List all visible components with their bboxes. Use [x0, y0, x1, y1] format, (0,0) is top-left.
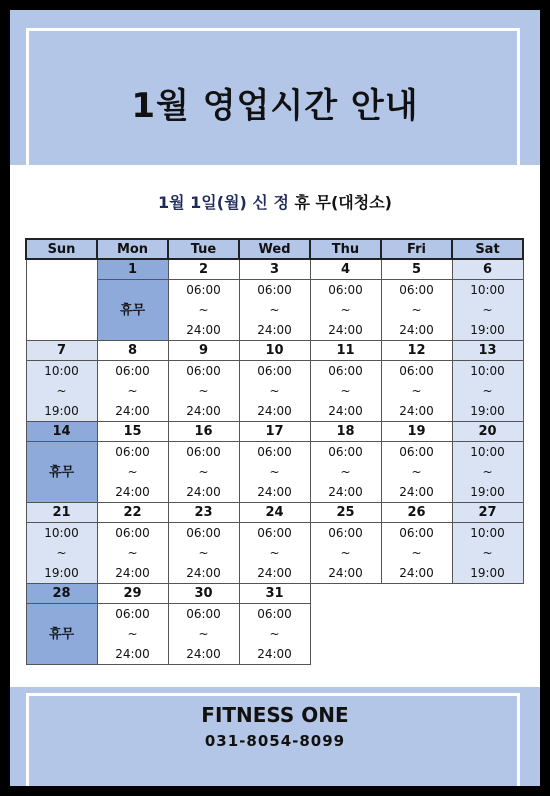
close-time: 24:00 — [257, 566, 292, 580]
open-time: 06:00 — [257, 364, 292, 378]
hours-cell — [452, 361, 523, 422]
close-time: 19:00 — [44, 404, 79, 418]
open-time: 06:00 — [115, 526, 150, 540]
open-time: 10:00 — [44, 364, 79, 378]
time-separator: ~ — [482, 465, 493, 479]
day-header-sat: Sat — [452, 239, 523, 259]
close-time: 24:00 — [257, 323, 292, 337]
day-header-sun: Sun — [26, 239, 97, 259]
week-number-row — [26, 584, 523, 604]
day-number: 24 — [239, 503, 310, 523]
hours-cell — [97, 361, 168, 422]
day-number: 21 — [26, 503, 97, 523]
blank-cell — [310, 584, 381, 665]
close-time: 24:00 — [186, 647, 221, 661]
open-time: 06:00 — [399, 445, 434, 459]
day-number: 13 — [452, 341, 523, 361]
week-hours-row — [26, 361, 523, 422]
hours-cell — [239, 280, 310, 341]
phone-number: 031-8054-8099 — [204, 732, 346, 750]
week-number-row — [26, 259, 523, 280]
time-separator: ~ — [127, 465, 138, 479]
time-separator: ~ — [127, 627, 138, 641]
hours-cell — [26, 523, 97, 584]
time-separator: ~ — [269, 627, 280, 641]
hours-cell — [381, 280, 452, 341]
close-time: 24:00 — [399, 485, 434, 499]
blank-cell — [452, 584, 523, 665]
day-number: 9 — [168, 341, 239, 361]
day-number: 4 — [310, 259, 381, 280]
hours-cell — [381, 361, 452, 422]
time-separator: ~ — [198, 465, 209, 479]
day-number: 10 — [239, 341, 310, 361]
day-number: 31 — [239, 584, 310, 604]
close-time: 24:00 — [115, 485, 150, 499]
open-time: 10:00 — [470, 526, 505, 540]
closed-cell — [26, 442, 97, 503]
hours-cell — [310, 280, 381, 341]
close-time: 19:00 — [470, 485, 505, 499]
day-header-thu: Thu — [310, 239, 381, 259]
open-time: 06:00 — [328, 364, 363, 378]
week-number-row — [26, 422, 523, 442]
close-time: 24:00 — [257, 404, 292, 418]
close-time: 24:00 — [257, 647, 292, 661]
day-number: 27 — [452, 503, 523, 523]
time-separator: ~ — [198, 303, 209, 317]
close-time: 24:00 — [186, 485, 221, 499]
close-time: 24:00 — [328, 323, 363, 337]
time-separator: ~ — [198, 627, 209, 641]
time-separator: ~ — [56, 384, 67, 398]
time-separator: ~ — [482, 546, 493, 560]
open-time: 10:00 — [44, 526, 79, 540]
hours-cell — [310, 442, 381, 503]
close-time: 24:00 — [115, 404, 150, 418]
day-number: 16 — [168, 422, 239, 442]
close-time: 24:00 — [399, 323, 434, 337]
day-number: 3 — [239, 259, 310, 280]
close-time: 24:00 — [328, 566, 363, 580]
day-number: 28 — [26, 584, 97, 604]
open-time: 06:00 — [257, 526, 292, 540]
holiday-notice-reason: 휴 무(대청소) — [294, 193, 392, 212]
day-number: 19 — [381, 422, 452, 442]
open-time: 06:00 — [257, 607, 292, 621]
close-time: 24:00 — [186, 323, 221, 337]
hours-cell — [310, 361, 381, 422]
open-time: 06:00 — [328, 445, 363, 459]
time-separator: ~ — [411, 465, 422, 479]
week-hours-row — [26, 523, 523, 584]
empty-day-cell — [26, 259, 97, 341]
closed-cell — [97, 280, 168, 341]
time-separator: ~ — [269, 384, 280, 398]
day-number: 2 — [168, 259, 239, 280]
open-time: 10:00 — [470, 445, 505, 459]
week-number-row — [26, 341, 523, 361]
week-hours-row — [26, 442, 523, 503]
day-number: 17 — [239, 422, 310, 442]
day-number: 25 — [310, 503, 381, 523]
day-number: 18 — [310, 422, 381, 442]
hours-cell — [168, 280, 239, 341]
day-number: 1 — [97, 259, 168, 280]
day-number: 14 — [26, 422, 97, 442]
day-number: 15 — [97, 422, 168, 442]
hours-cell — [452, 523, 523, 584]
time-separator: ~ — [411, 384, 422, 398]
holiday-notice-date: 1월 1일(월) 신 정 — [158, 193, 289, 212]
hours-cell — [239, 442, 310, 503]
hours-cell — [168, 523, 239, 584]
calendar-table — [25, 238, 524, 665]
week-number-row — [26, 503, 523, 523]
hours-cell — [239, 361, 310, 422]
hours-cell — [168, 361, 239, 422]
close-time: 24:00 — [399, 404, 434, 418]
close-time: 24:00 — [186, 566, 221, 580]
day-number: 30 — [168, 584, 239, 604]
time-separator: ~ — [340, 546, 351, 560]
day-number: 6 — [452, 259, 523, 280]
day-number: 22 — [97, 503, 168, 523]
open-time: 06:00 — [115, 607, 150, 621]
holiday-notice — [10, 190, 540, 213]
time-separator: ~ — [340, 303, 351, 317]
day-header-mon: Mon — [97, 239, 168, 259]
time-separator: ~ — [482, 303, 493, 317]
poster — [10, 10, 540, 786]
closed-cell — [26, 604, 97, 665]
hours-cell — [26, 361, 97, 422]
day-number: 29 — [97, 584, 168, 604]
day-number: 7 — [26, 341, 97, 361]
hours-cell — [239, 604, 310, 665]
day-number: 12 — [381, 341, 452, 361]
open-time: 06:00 — [186, 526, 221, 540]
day-number: 8 — [97, 341, 168, 361]
time-separator: ~ — [56, 546, 67, 560]
time-separator: ~ — [411, 546, 422, 560]
brand-name: FITNESS ONE — [201, 703, 349, 727]
close-time: 24:00 — [186, 404, 221, 418]
calendar-header-row — [26, 239, 523, 259]
open-time: 06:00 — [115, 445, 150, 459]
hours-cell — [310, 523, 381, 584]
day-number: 5 — [381, 259, 452, 280]
week-hours-row — [26, 280, 523, 341]
hours-cell — [168, 604, 239, 665]
closed-label: 휴무 — [48, 626, 75, 642]
open-time: 06:00 — [399, 526, 434, 540]
open-time: 10:00 — [470, 364, 505, 378]
day-header-fri: Fri — [381, 239, 452, 259]
close-time: 19:00 — [470, 566, 505, 580]
blank-cell — [381, 584, 452, 665]
calendar-body — [26, 259, 523, 665]
time-separator: ~ — [269, 303, 280, 317]
day-header-wed: Wed — [239, 239, 310, 259]
hours-cell — [381, 442, 452, 503]
time-separator: ~ — [198, 384, 209, 398]
hours-cell — [381, 523, 452, 584]
time-separator: ~ — [340, 465, 351, 479]
closed-label: 휴무 — [119, 302, 146, 318]
page-title: 1월 영업시간 안내 — [131, 86, 419, 126]
close-time: 24:00 — [115, 566, 150, 580]
open-time: 06:00 — [186, 607, 221, 621]
hours-cell — [97, 604, 168, 665]
close-time: 24:00 — [399, 566, 434, 580]
open-time: 06:00 — [257, 445, 292, 459]
open-time: 10:00 — [470, 283, 505, 297]
time-separator: ~ — [411, 303, 422, 317]
open-time: 06:00 — [186, 364, 221, 378]
close-time: 24:00 — [328, 485, 363, 499]
open-time: 06:00 — [328, 283, 363, 297]
time-separator: ~ — [198, 546, 209, 560]
close-time: 24:00 — [257, 485, 292, 499]
time-separator: ~ — [127, 546, 138, 560]
close-time: 24:00 — [328, 404, 363, 418]
closed-label: 휴무 — [48, 464, 75, 480]
open-time: 06:00 — [399, 364, 434, 378]
open-time: 06:00 — [399, 283, 434, 297]
open-time: 06:00 — [115, 364, 150, 378]
day-number: 23 — [168, 503, 239, 523]
hours-cell — [97, 523, 168, 584]
open-time: 06:00 — [186, 445, 221, 459]
open-time: 06:00 — [257, 283, 292, 297]
open-time: 06:00 — [328, 526, 363, 540]
hours-cell — [168, 442, 239, 503]
open-time: 06:00 — [186, 283, 221, 297]
time-separator: ~ — [269, 465, 280, 479]
hours-cell — [239, 523, 310, 584]
day-header-tue: Tue — [168, 239, 239, 259]
close-time: 24:00 — [115, 647, 150, 661]
close-time: 19:00 — [44, 566, 79, 580]
day-number: 20 — [452, 422, 523, 442]
hours-cell — [452, 442, 523, 503]
hours-cell — [452, 280, 523, 341]
day-number: 11 — [310, 341, 381, 361]
close-time: 19:00 — [470, 323, 505, 337]
time-separator: ~ — [269, 546, 280, 560]
day-number: 26 — [381, 503, 452, 523]
time-separator: ~ — [340, 384, 351, 398]
time-separator: ~ — [482, 384, 493, 398]
close-time: 19:00 — [470, 404, 505, 418]
hours-cell — [97, 442, 168, 503]
time-separator: ~ — [127, 384, 138, 398]
